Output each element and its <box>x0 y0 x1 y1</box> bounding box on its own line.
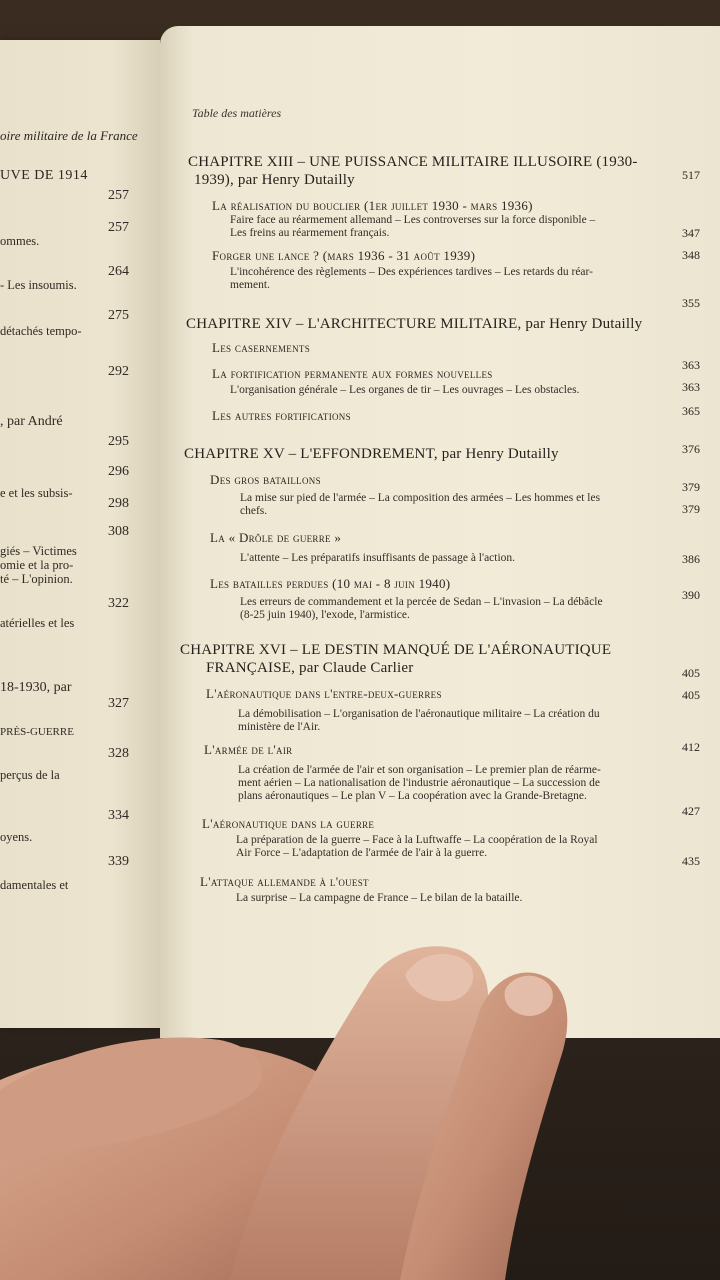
section-subtopics <box>238 708 648 734</box>
section-subtopics <box>240 552 660 565</box>
chapter-page-number: 363 <box>682 358 700 372</box>
chapter-title-cont: FRANÇAISE, par Claude Carlier <box>206 660 414 676</box>
left-page-number: 292 <box>108 364 129 379</box>
section-subtopics <box>230 384 650 397</box>
subtopic-line: Les freins au réarmement français. <box>230 227 390 239</box>
section-title: Les batailles perdues (10 mai - 8 juin 1940) <box>210 576 451 591</box>
left-line: té – L'opinion. <box>0 572 73 586</box>
subtopic-line: La démobilisation – L'organisation de l'aéronautique militaire – La création du <box>238 708 600 720</box>
subtopic-line: La surprise – La campagne de France – Le bilan de la bataille. <box>236 892 523 904</box>
subtopic-line: L'incohérence des règlements – Des expériences tardives – Les retards du réar- <box>230 266 593 278</box>
section-subtopics <box>236 834 646 860</box>
section-title: Les casernements <box>212 340 311 355</box>
section-page-number: 376 <box>682 442 700 456</box>
left-page-number: 275 <box>108 308 129 323</box>
left-chapter-fragment: UVE DE 1914 <box>0 168 88 183</box>
left-line: détachés tempo- <box>0 324 82 338</box>
left-page-number: 257 <box>108 188 129 203</box>
section-page-number: 347 <box>682 226 700 240</box>
subtopic-line: La création de l'armée de l'air et son organisation – Le premier plan de réarme- <box>238 764 601 776</box>
chapter-page-number: 517 <box>682 168 700 182</box>
section-subtopics <box>230 214 650 240</box>
section-title: L'aéronautique dans la guerre <box>202 816 375 831</box>
section-subtopics <box>230 266 650 292</box>
left-line: oyens. <box>0 830 33 844</box>
left-line: e et les subsis- <box>0 486 73 500</box>
left-page-number: 308 <box>108 524 129 539</box>
chapter-page-number: 405 <box>682 666 700 680</box>
left-line: 18-1930, par <box>0 680 72 695</box>
left-page-number: 296 <box>108 464 129 479</box>
chapter-title: CHAPITRE XVI – LE DESTIN MANQUÉ DE L'AÉRONAUTIQUE <box>180 642 612 658</box>
subtopic-line: La mise sur pied de l'armée – La composition des armées – Les hommes et les <box>240 492 601 504</box>
section-subtopics <box>240 492 660 518</box>
subtopic-line: L'attente – Les préparatifs insuffisants de passage à l'action. <box>240 552 516 564</box>
section-subtopics <box>236 892 646 905</box>
subtopic-line: Les erreurs de commandement et la percée de Sedan – L'invasion – La débâcle <box>240 596 603 608</box>
left-line: perçus de la <box>0 768 60 782</box>
section-page-number: 390 <box>682 588 700 602</box>
left-line: , par André <box>0 414 63 429</box>
left-line: damentales et <box>0 878 69 892</box>
chapter-title: CHAPITRE XIII – UNE PUISSANCE MILITAIRE ILLUSOIRE (1930- <box>188 154 638 170</box>
subtopic-line: (8-25 juin 1940), l'exode, l'armistice. <box>240 609 410 621</box>
chapter-title: CHAPITRE XIV – L'ARCHITECTURE MILITAIRE, par Henry Dutailly <box>186 316 643 332</box>
section-title: L'attaque allemande à l'ouest <box>200 874 369 889</box>
section-page-number: 427 <box>682 804 700 818</box>
section-title: Les autres fortifications <box>212 408 351 423</box>
subtopic-line: plans aéronautiques – Le plan V – La coopération avec la Grande-Bretagne. <box>238 790 587 802</box>
right-page <box>160 26 720 1038</box>
left-page-header: oire militaire de la France <box>0 128 138 143</box>
section-page-number: 412 <box>682 740 700 754</box>
chapter-title-cont: 1939), par Henry Dutailly <box>194 172 355 188</box>
section-page-number: 435 <box>682 854 700 868</box>
left-page-number: 257 <box>108 220 129 235</box>
table-surface <box>0 1000 720 1280</box>
subtopic-line: La préparation de la guerre – Face à la Luftwaffe – La coopération de la Royal <box>236 834 598 846</box>
chapter-title: CHAPITRE XV – L'EFFONDREMENT, par Henry Dutailly <box>184 446 559 462</box>
section-title: Des gros bataillons <box>210 472 321 487</box>
section-subtopics <box>238 764 648 803</box>
section-subtopics <box>240 596 660 622</box>
left-page-number: 264 <box>108 264 129 279</box>
section-title: La fortification permanente aux formes nouvelles <box>212 366 493 381</box>
subtopic-line: Faire face au réarmement allemand – Les controverses sur la force disponible – <box>230 214 596 226</box>
left-page-number: 298 <box>108 496 129 511</box>
left-page-number: 327 <box>108 696 129 711</box>
chapter-page-number: 379 <box>682 480 700 494</box>
subtopic-line: chefs. <box>240 505 268 517</box>
left-line: PRÈS-GUERRE <box>0 726 74 738</box>
subtopic-line: Air Force – L'adaptation de l'armée de l'air à la guerre. <box>236 847 488 859</box>
section-page-number: 363 <box>682 380 700 394</box>
section-title: Forger une lance ? (mars 1936 - 31 août 1939) <box>212 248 476 263</box>
left-line: omie et la pro- <box>0 558 74 572</box>
left-page-number: 295 <box>108 434 129 449</box>
left-page-number: 339 <box>108 854 129 869</box>
subtopic-line: ministère de l'Air. <box>238 721 321 733</box>
table-of-contents <box>160 26 720 1038</box>
section-page-number: 405 <box>682 688 700 702</box>
section-title: L'armée de l'air <box>204 742 293 757</box>
subtopic-line: mement. <box>230 279 270 291</box>
section-title: L'aéronautique dans l'entre-deux-guerres <box>206 686 442 701</box>
left-line: giés – Victimes <box>0 544 77 558</box>
left-page-number: 334 <box>108 808 129 823</box>
left-page-number: 328 <box>108 746 129 761</box>
left-line: ommes. <box>0 234 40 248</box>
left-line: - Les insoumis. <box>0 278 77 292</box>
section-page-number: 386 <box>682 552 700 566</box>
section-page-number: 379 <box>682 502 700 516</box>
subtopic-line: ment aérien – La nationalisation de l'industrie aéronautique – La succession de <box>238 777 600 789</box>
left-line: atérielles et les <box>0 616 75 630</box>
left-page <box>0 40 160 1028</box>
right-page-header: Table des matières <box>192 106 282 120</box>
section-page-number: 355 <box>682 296 700 310</box>
subtopic-line: L'organisation générale – Les organes de tir – Les ouvrages – Les obstacles. <box>230 384 580 396</box>
left-page-number: 322 <box>108 596 129 611</box>
section-page-number: 365 <box>682 404 700 418</box>
section-page-number: 348 <box>682 248 700 262</box>
section-title: La « Drôle de guerre » <box>210 530 342 545</box>
section-title: La réalisation du bouclier (1er juillet 1930 - mars 1936) <box>212 198 533 213</box>
